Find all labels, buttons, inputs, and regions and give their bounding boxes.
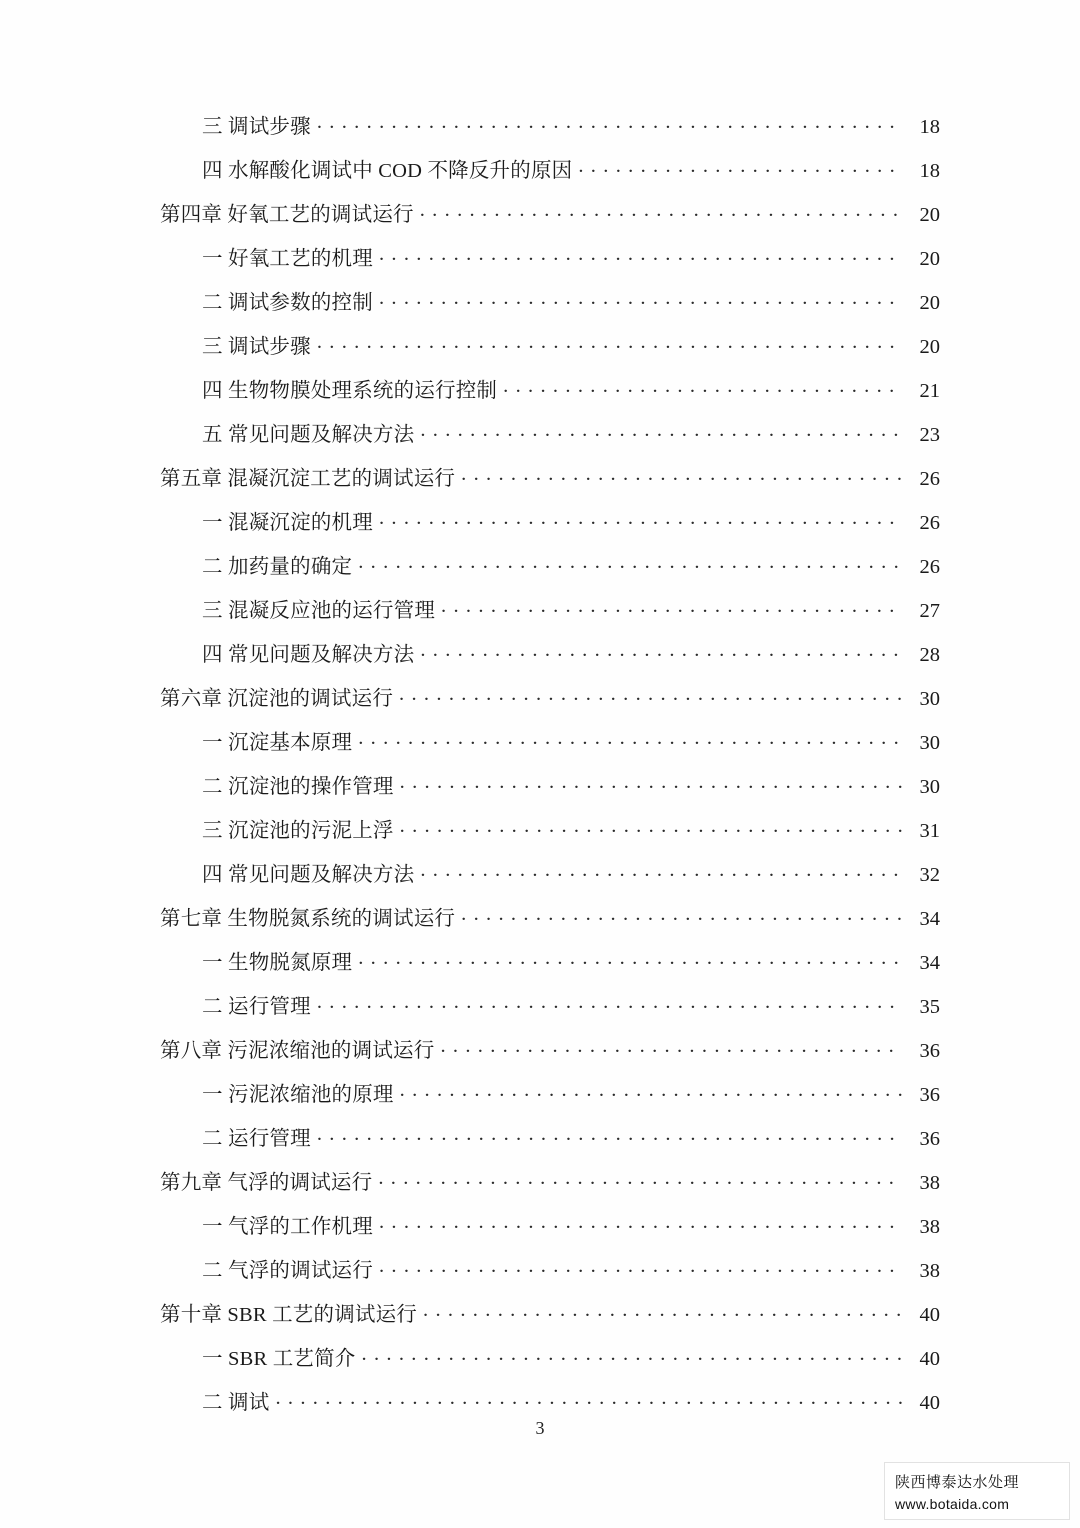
toc-entry-label: 四 水解酸化调试中 COD 不降反升的原因 <box>202 159 573 182</box>
toc-entry-page: 23 <box>919 423 940 446</box>
toc-entry-page: 20 <box>919 203 940 226</box>
toc-entry[interactable] <box>160 1168 940 1212</box>
toc-entry[interactable] <box>160 640 940 684</box>
toc-entry[interactable] <box>160 376 940 420</box>
toc-entry[interactable] <box>160 1300 940 1344</box>
toc-entry-label: 二 加药量的确定 <box>202 555 353 578</box>
toc-leader-dots <box>379 1256 902 1277</box>
toc-entry-page: 20 <box>919 291 940 314</box>
toc-entry-label: 二 气浮的调试运行 <box>202 1259 373 1282</box>
toc-leader-dots <box>420 200 902 221</box>
toc-entry-page: 26 <box>919 467 940 490</box>
toc-entry-page: 34 <box>919 951 940 974</box>
toc-entry-label: 二 运行管理 <box>202 1127 311 1150</box>
toc-entry-label: 一 好氧工艺的机理 <box>202 247 373 270</box>
toc-entry-page: 36 <box>919 1083 940 1106</box>
toc-leader-dots <box>358 948 902 969</box>
toc-entry[interactable] <box>160 244 940 288</box>
toc-entry[interactable] <box>160 332 940 376</box>
toc-entry[interactable] <box>160 464 940 508</box>
toc-leader-dots <box>399 684 902 705</box>
toc-entry-label: 一 SBR 工艺简介 <box>202 1347 356 1370</box>
toc-entry[interactable] <box>160 1212 940 1256</box>
toc-entry-label: 四 生物物膜处理系统的运行控制 <box>202 379 498 402</box>
toc-entry-label: 第七章 生物脱氮系统的调试运行 <box>160 907 456 930</box>
toc-entry-page: 20 <box>919 335 940 358</box>
toc-entry-label: 第八章 污泥浓缩池的调试运行 <box>160 1039 435 1062</box>
toc-leader-dots <box>400 816 902 837</box>
toc-entry-page: 34 <box>919 907 940 930</box>
toc-entry-page: 38 <box>919 1259 940 1282</box>
toc-leader-dots <box>317 1124 902 1145</box>
toc-leader-dots <box>461 904 902 925</box>
toc-entry[interactable] <box>160 200 940 244</box>
toc-entry-label: 三 沉淀池的污泥上浮 <box>202 819 394 842</box>
toc-entry[interactable] <box>160 508 940 552</box>
toc-entry[interactable] <box>160 728 940 772</box>
toc-entry-page: 18 <box>919 115 940 138</box>
toc-entry-page: 35 <box>919 995 940 1018</box>
toc-entry-label: 三 调试步骤 <box>202 115 311 138</box>
toc-entry-page: 40 <box>919 1391 940 1414</box>
toc-entry-label: 一 生物脱氮原理 <box>202 951 353 974</box>
toc-leader-dots <box>378 1168 902 1189</box>
table-of-contents <box>160 112 940 1432</box>
toc-entry[interactable] <box>160 860 940 904</box>
toc-entry-label: 一 混凝沉淀的机理 <box>202 511 373 534</box>
toc-entry[interactable] <box>160 288 940 332</box>
watermark-url: www.botaida.com <box>895 1495 1010 1512</box>
toc-entry-label: 第五章 混凝沉淀工艺的调试运行 <box>160 467 456 490</box>
toc-leader-dots <box>379 1212 902 1233</box>
toc-entry-page: 30 <box>919 775 940 798</box>
toc-entry-page: 18 <box>919 159 940 182</box>
toc-entry-page: 36 <box>919 1039 940 1062</box>
toc-entry[interactable] <box>160 420 940 464</box>
page-number: 3 <box>535 1418 545 1438</box>
toc-entry-page: 40 <box>919 1347 940 1370</box>
toc-entry[interactable] <box>160 552 940 596</box>
toc-entry-label: 第四章 好氧工艺的调试运行 <box>160 203 414 226</box>
toc-leader-dots <box>317 332 902 353</box>
toc-entry-label: 一 气浮的工作机理 <box>202 1215 373 1238</box>
toc-entry-page: 26 <box>919 511 940 534</box>
toc-entry-label: 二 沉淀池的操作管理 <box>202 775 394 798</box>
toc-entry[interactable] <box>160 1344 940 1388</box>
toc-leader-dots <box>441 596 902 617</box>
toc-entry-page: 31 <box>919 819 940 842</box>
toc-leader-dots <box>503 376 902 397</box>
toc-leader-dots <box>275 1388 902 1409</box>
toc-leader-dots <box>379 508 902 529</box>
toc-leader-dots <box>461 464 902 485</box>
toc-leader-dots <box>317 112 902 133</box>
toc-leader-dots <box>317 992 902 1013</box>
toc-leader-dots <box>420 640 902 661</box>
toc-leader-dots <box>400 1080 902 1101</box>
toc-entry-page: 38 <box>919 1215 940 1238</box>
toc-entry-label: 二 调试 <box>202 1391 270 1414</box>
toc-entry-label: 三 混凝反应池的运行管理 <box>202 599 436 622</box>
toc-entry[interactable] <box>160 1256 940 1300</box>
toc-entry-label: 一 沉淀基本原理 <box>202 731 353 754</box>
toc-entry-page: 28 <box>919 643 940 666</box>
toc-leader-dots <box>420 420 902 441</box>
toc-entry-page: 27 <box>919 599 940 622</box>
toc-entry-label: 四 常见问题及解决方法 <box>202 643 415 666</box>
toc-leader-dots <box>440 1036 902 1057</box>
toc-leader-dots <box>358 728 902 749</box>
toc-entry[interactable] <box>160 992 940 1036</box>
toc-entry[interactable] <box>160 1036 940 1080</box>
watermark <box>884 1462 1070 1520</box>
toc-entry[interactable] <box>160 772 940 816</box>
toc-entry[interactable] <box>160 904 940 948</box>
toc-entry-label: 二 运行管理 <box>202 995 311 1018</box>
toc-entry[interactable] <box>160 948 940 992</box>
toc-entry-page: 36 <box>919 1127 940 1150</box>
toc-entry-label: 五 常见问题及解决方法 <box>202 423 415 446</box>
toc-entry-label: 一 污泥浓缩池的原理 <box>202 1083 394 1106</box>
toc-entry[interactable] <box>160 156 940 200</box>
toc-entry-page: 20 <box>919 247 940 270</box>
toc-leader-dots <box>379 244 902 265</box>
toc-entry-page: 30 <box>919 687 940 710</box>
toc-entry-page: 38 <box>919 1171 940 1194</box>
toc-entry-label: 四 常见问题及解决方法 <box>202 863 415 886</box>
toc-entry-page: 32 <box>919 863 940 886</box>
toc-leader-dots <box>362 1344 903 1365</box>
toc-entry[interactable] <box>160 1080 940 1124</box>
toc-entry-page: 21 <box>919 379 940 402</box>
toc-entry-label: 第十章 SBR 工艺的调试运行 <box>160 1303 417 1326</box>
toc-entry[interactable] <box>160 816 940 860</box>
toc-entry-page: 26 <box>919 555 940 578</box>
toc-entry-label: 第六章 沉淀池的调试运行 <box>160 687 394 710</box>
toc-leader-dots <box>578 156 902 177</box>
toc-leader-dots <box>420 860 902 881</box>
toc-leader-dots <box>379 288 902 309</box>
toc-entry-page: 30 <box>919 731 940 754</box>
toc-entry[interactable] <box>160 112 940 156</box>
toc-entry[interactable] <box>160 1124 940 1168</box>
toc-entry[interactable] <box>160 596 940 640</box>
toc-leader-dots <box>400 772 902 793</box>
toc-entry-page: 40 <box>919 1303 940 1326</box>
toc-entry-label: 三 调试步骤 <box>202 335 311 358</box>
watermark-company: 陕西博泰达水处理 <box>895 1473 1020 1491</box>
toc-entry[interactable] <box>160 684 940 728</box>
toc-entry-label: 二 调试参数的控制 <box>202 291 373 314</box>
toc-leader-dots <box>358 552 902 573</box>
toc-entry-label: 第九章 气浮的调试运行 <box>160 1171 373 1194</box>
toc-leader-dots <box>423 1300 902 1321</box>
